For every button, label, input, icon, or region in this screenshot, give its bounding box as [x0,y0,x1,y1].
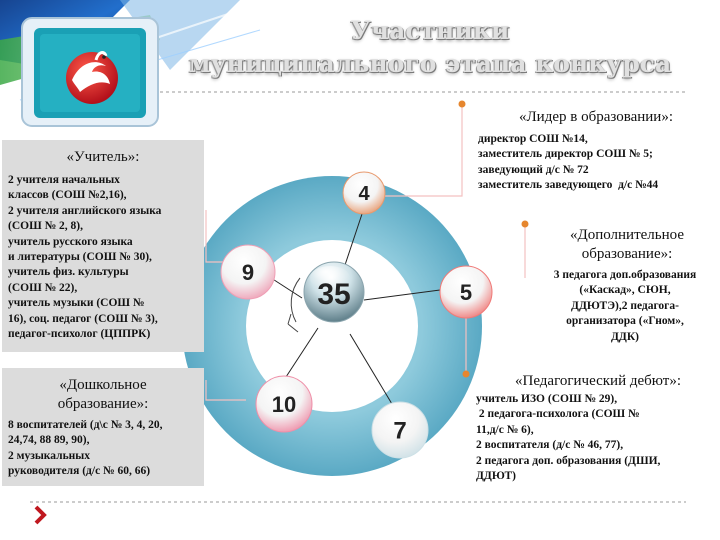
teacher-line: 16), соц. педагог (СОШ № 3), [8,312,158,325]
teacher-line: 2 учителя английского языка [8,204,162,217]
debut-count: 7 [393,417,407,445]
preschool-line: руководителя (д/с № 60, 66) [8,465,151,478]
leader-line: заместитель директор СОШ № 5; [478,148,653,161]
debut-line: 11,д/с № 6), [476,423,534,436]
additional-title [536,226,718,264]
page-title-line-1: Участники [350,16,510,45]
teacher-line: учитель физ. культуры [8,266,129,279]
preschool-title-line-1: «Дошкольное [59,377,147,393]
preschool-line: 24,74, 88 89, 90), [8,434,90,447]
debut-line: 2 педагога доп. образования (ДШИ, [476,454,661,467]
teacher-panel-body [8,173,198,342]
debut-body [476,392,720,484]
additional-title-line-2: образование»: [581,246,673,262]
page-title [150,14,710,80]
page-title-line-2: муниципального этапа конкурса [188,49,672,78]
teacher-panel-title: «Учитель»: [66,149,140,165]
debut-line: 2 воспитателя (д/с № 46, 77), [476,439,624,452]
additional-line: 3 педагога доп.образования [553,269,697,281]
teacher-line: 2 учителя начальных [8,174,120,186]
additional-line: ДДК) [611,330,639,343]
teacher-line: классов (СОШ №2,16), [8,189,127,202]
additional-line: ДДЮТЭ),2 педагога- [571,299,679,312]
preschool-count: 10 [271,391,297,417]
additional-count: 5 [459,279,473,305]
leader-bubble [343,172,385,214]
teacher-line: педагог-психолог (ЦППРК) [8,328,151,341]
red-chevron-bullet-icon [36,507,44,523]
hub-bubble [304,262,364,322]
leader-count: 4 [358,183,370,206]
debut-line: ДДЮТ) [476,470,516,483]
debut-line: 2 педагога-психолога (СОШ № [476,408,640,421]
teacher-line: (СОШ № 22), [8,281,78,294]
debut-line: учитель ИЗО (СОШ № 29), [476,393,618,405]
preschool-title-line-2: образование»: [57,396,149,412]
additional-bubble [440,266,492,318]
additional-title-line-1: «Дополнительное [569,227,684,243]
preschool-panel-body [8,418,198,480]
debut-bubble [372,402,428,458]
teacher-line: учитель музыки (СОШ № [8,297,145,310]
leader-line: заместитель заведующего д/с №44 [478,179,659,192]
leader-line: заведующий д/с № 72 [478,163,589,176]
teacher-line: и литературы (СОШ № 30), [8,251,152,264]
leader-title: «Лидер в образовании»: [519,109,673,125]
teacher-bubble [221,245,275,299]
additional-line: («Каскад», СЮН, [579,284,671,297]
preschool-panel [2,368,204,486]
additional-line: организатора («Гном», [566,315,684,328]
hub-count: 35 [317,278,351,311]
preschool-bubble [256,376,312,432]
leader-line: директор СОШ №14, [478,133,588,145]
preschool-line: 2 музыкальных [8,449,90,462]
preschool-line: 8 воспитателей (д\с № 3, 4, 20, [8,419,163,431]
teacher-line: (СОШ № 2, 8), [8,220,83,233]
debut-title: «Педагогический дебют»: [514,373,682,389]
teacher-line: учитель русского языка [8,235,133,248]
teacher-panel [2,140,204,352]
additional-body [530,268,720,345]
leader-body [478,132,718,194]
preschool-panel-title [8,376,198,414]
white-swan-on-red-disc-logo [66,52,118,104]
teacher-count: 9 [241,259,255,285]
